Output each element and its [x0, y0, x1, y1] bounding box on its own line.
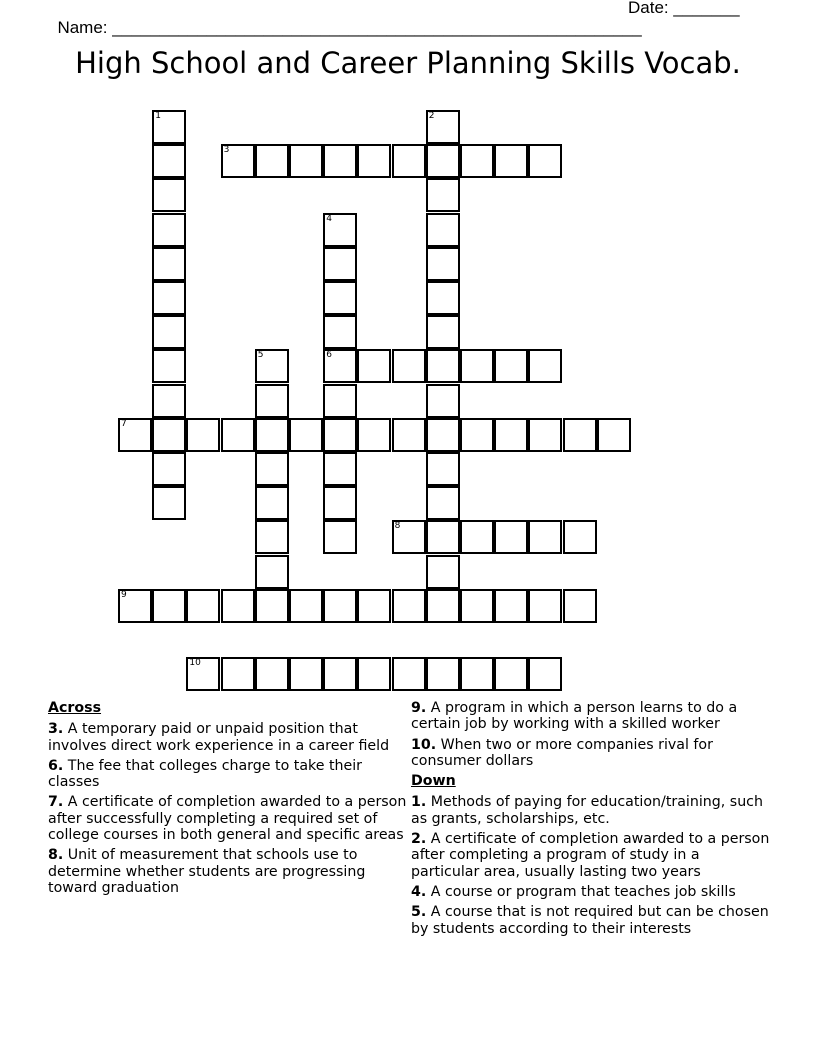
crossword-cell[interactable] [323, 281, 357, 315]
crossword-cell[interactable] [494, 418, 528, 452]
crossword-cell[interactable] [494, 657, 528, 691]
clue-down-5: 5. A course that is not required but can be chosen by students according to their interests [411, 904, 769, 937]
clue-across-8: 8. Unit of measurement that schools use to determine whether students are progressing toward graduation [48, 847, 366, 896]
clue-number: 4 [326, 213, 332, 224]
crossword-cell[interactable] [460, 657, 494, 691]
crossword-cell[interactable] [221, 657, 255, 691]
crossword-cell[interactable] [152, 315, 186, 349]
crossword-cell[interactable] [528, 349, 562, 383]
crossword-cell[interactable] [221, 418, 255, 452]
crossword-cell[interactable] [357, 589, 391, 623]
crossword-cell[interactable] [426, 555, 460, 589]
crossword-cell[interactable] [392, 418, 426, 452]
crossword-cell[interactable] [460, 520, 494, 554]
name-field[interactable]: Name: ________________________________________________________ [57, 18, 642, 37]
crossword-cell[interactable] [563, 520, 597, 554]
clue-number: 2 [428, 111, 435, 121]
crossword-cell[interactable] [426, 520, 460, 554]
crossword-cell[interactable] [152, 281, 186, 315]
crossword-cell[interactable] [323, 452, 357, 486]
crossword-cell[interactable] [357, 418, 391, 452]
clue-down-4: 4. A course or program that teaches job skills [411, 883, 736, 900]
crossword-cell[interactable] [289, 657, 323, 691]
clue-across-6: 6. The fee that colleges charge to take their classes [48, 757, 363, 791]
crossword-cell[interactable] [152, 110, 186, 144]
crossword-cell[interactable] [323, 589, 357, 623]
crossword-cell[interactable] [255, 452, 289, 486]
crossword-cell[interactable] [357, 657, 391, 691]
clue-number: 9 [121, 589, 127, 600]
crossword-cell[interactable] [323, 144, 357, 178]
crossword-cell[interactable] [528, 144, 562, 178]
crossword-cell[interactable] [494, 349, 528, 383]
crossword-cell[interactable] [152, 384, 186, 418]
crossword-cell[interactable] [255, 418, 289, 452]
clues-right-column [411, 700, 771, 941]
crossword-cell[interactable] [563, 589, 597, 623]
crossword-cell[interactable] [460, 418, 494, 452]
crossword-cell[interactable] [528, 520, 562, 554]
crossword-cell[interactable] [255, 657, 289, 691]
crossword-cell[interactable] [186, 657, 220, 691]
clue-number: 7 [121, 418, 127, 429]
crossword-cell[interactable] [494, 520, 528, 554]
crossword-cell[interactable] [152, 213, 186, 247]
crossword-cell[interactable] [152, 452, 186, 486]
crossword-cell[interactable] [152, 144, 186, 178]
crossword-cell[interactable] [426, 657, 460, 691]
crossword-cell[interactable] [392, 657, 426, 691]
crossword-cell[interactable] [323, 384, 357, 418]
crossword-cell[interactable] [289, 418, 323, 452]
crossword-cell[interactable] [597, 418, 631, 452]
crossword-cell[interactable] [289, 589, 323, 623]
clue-across-3: 3. A temporary paid or unpaid position that involves direct work experience in a career field [48, 721, 390, 754]
crossword-cell[interactable] [118, 418, 152, 452]
crossword-cell[interactable] [255, 384, 289, 418]
crossword-cell[interactable] [323, 315, 357, 349]
crossword-cell[interactable] [221, 144, 255, 178]
crossword-cell[interactable] [426, 281, 460, 315]
crossword-cell[interactable] [323, 657, 357, 691]
clue-number: 3 [223, 145, 230, 156]
crossword-cell[interactable] [460, 589, 494, 623]
clue-number: 10 [189, 658, 201, 669]
crossword-cell[interactable] [426, 384, 460, 418]
date-field[interactable]: Date: _______ [628, 0, 740, 17]
clue-across-7: 7. A certificate of completion awarded to a person after successfully completing a required set of college courses in both general and specific areas [48, 794, 407, 844]
clue-number: 6 [326, 350, 332, 361]
crossword-cell[interactable] [357, 144, 391, 178]
crossword-cell[interactable] [426, 418, 460, 452]
down-heading: Down [411, 773, 456, 790]
clue-number: 1 [155, 111, 161, 121]
crossword-cell[interactable] [255, 555, 289, 589]
crossword-cell[interactable] [357, 349, 391, 383]
crossword-cell[interactable] [323, 213, 357, 247]
crossword-cell[interactable] [392, 520, 426, 554]
clues-left-column [48, 700, 408, 900]
crossword-cell[interactable] [426, 110, 460, 144]
clue-across-10: 10. When two or more companies rival for consumer dollars [411, 736, 713, 769]
crossword-cell[interactable] [392, 144, 426, 178]
crossword-cell[interactable] [255, 349, 289, 383]
crossword-cell[interactable] [323, 520, 357, 554]
crossword-cell[interactable] [255, 520, 289, 554]
across-heading: Across [48, 700, 102, 716]
crossword-cell[interactable] [323, 349, 357, 383]
crossword-cell[interactable] [426, 247, 460, 281]
crossword-cell[interactable] [152, 589, 186, 623]
clue-down-1: 1. Methods of paying for education/training, such as grants, scholarships, etc. [411, 794, 763, 827]
page-title: High School and Career Planning Skills Vocab. [75, 46, 741, 80]
crossword-cell[interactable] [186, 418, 220, 452]
crossword-cell[interactable] [221, 589, 255, 623]
crossword-cell[interactable] [426, 349, 460, 383]
crossword-cell[interactable] [152, 349, 186, 383]
crossword-cell[interactable] [289, 144, 323, 178]
crossword-cell[interactable] [426, 589, 460, 623]
crossword-cell[interactable] [152, 178, 186, 212]
crossword-cell[interactable] [528, 589, 562, 623]
crossword-cell[interactable] [323, 247, 357, 281]
crossword-cell[interactable] [460, 144, 494, 178]
clue-down-2: 2. A certificate of completion awarded to a person after completing a program of study in a particular area, usually lasting two years [411, 831, 770, 880]
crossword-cell[interactable] [460, 349, 494, 383]
crossword-cell[interactable] [152, 486, 186, 520]
crossword-cell[interactable] [152, 247, 186, 281]
crossword-cell[interactable] [323, 418, 357, 452]
crossword-cell[interactable] [152, 418, 186, 452]
crossword-cell[interactable] [426, 178, 460, 212]
crossword-cell[interactable] [528, 418, 562, 452]
crossword-cell[interactable] [255, 589, 289, 623]
crossword-cell[interactable] [426, 452, 460, 486]
crossword-cell[interactable] [186, 589, 220, 623]
crossword-cell[interactable] [563, 418, 597, 452]
clue-number: 8 [394, 521, 401, 532]
crossword-cell[interactable] [255, 144, 289, 178]
crossword-cell[interactable] [426, 144, 460, 178]
crossword-cell[interactable] [392, 589, 426, 623]
crossword-cell[interactable] [118, 589, 152, 623]
crossword-cell[interactable] [426, 315, 460, 349]
clue-across-9: 9. A program in which a person learns to do a certain job by working with a skilled worker [411, 700, 738, 733]
crossword-cell[interactable] [255, 486, 289, 520]
clue-number: 5 [257, 350, 264, 361]
crossword-cell[interactable] [426, 486, 460, 520]
crossword-cell[interactable] [494, 589, 528, 623]
crossword-cell[interactable] [323, 486, 357, 520]
crossword-cell[interactable] [528, 657, 562, 691]
crossword-cell[interactable] [494, 144, 528, 178]
crossword-cell[interactable] [392, 349, 426, 383]
crossword-cell[interactable] [426, 213, 460, 247]
